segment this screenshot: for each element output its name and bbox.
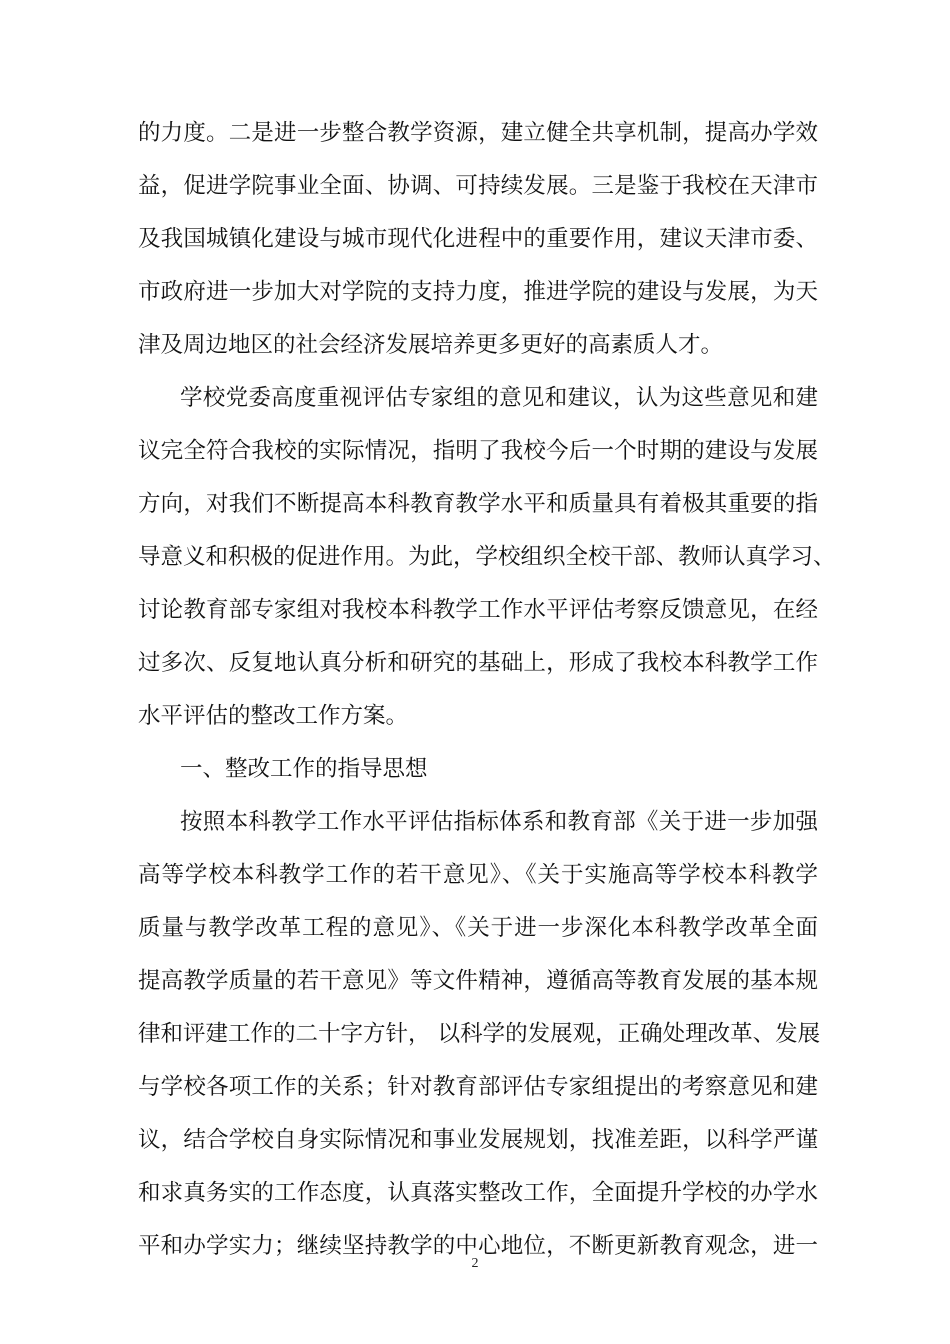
paragraph-1-line-2: 益，促进学院事业全面、协调、可持续发展。三是鉴于我校在天津市 [138, 173, 818, 199]
paragraph-3-line-5: 律和评建工作的二十字方针， 以科学的发展观，正确处理改革、发展 [138, 1021, 821, 1047]
paragraph-3-line-6: 与学校各项工作的关系；针对教育部评估专家组提出的考察意见和建 [138, 1074, 818, 1100]
paragraph-1-line-1: 的力度。二是进一步整合教学资源，建立健全共享机制，提高办学效 [138, 120, 818, 146]
paragraph-1-line-5: 津及周边地区的社会经济发展培养更多更好的高素质人才。 [138, 332, 724, 358]
paragraph-2-line-6: 过多次、反复地认真分析和研究的基础上，形成了我校本科教学工作 [138, 650, 818, 676]
paragraph-3-line-4: 提高教学质量的若干意见》等文件精神，遵循高等教育发展的基本规 [138, 968, 818, 994]
page-number: 2 [471, 1256, 479, 1271]
paragraph-2-line-4: 导意义和积极的促进作用。为此，学校组织全校干部、教师认真学习、 [138, 544, 836, 570]
paragraph-3-line-9: 平和办学实力；继续坚持教学的中心地位，不断更新教育观念，进一 [138, 1233, 818, 1259]
paragraph-2-line-7: 水平评估的整改工作方案。 [138, 703, 409, 729]
paragraph-3-line-7: 议，结合学校自身实际情况和事业发展规划，找准差距，以科学严谨 [138, 1127, 818, 1153]
paragraph-3-line-8: 和求真务实的工作态度，认真落实整改工作，全面提升学校的办学水 [138, 1180, 818, 1206]
paragraph-3-line-2: 高等学校本科教学工作的若干意见》、《关于实施高等学校本科教学 [138, 862, 818, 888]
paragraph-2-line-1: 学校党委高度重视评估专家组的意见和建议，认为这些意见和建 [180, 385, 818, 411]
paragraph-2-line-5: 讨论教育部专家组对我校本科教学工作水平评估考察反馈意见，在经 [138, 597, 818, 623]
paragraph-2-line-2: 议完全符合我校的实际情况，指明了我校今后一个时期的建设与发展 [138, 438, 818, 464]
section-heading: 一、整改工作的指导思想 [180, 756, 428, 782]
paragraph-1-line-3: 及我国城镇化建设与城市现代化进程中的重要作用，建议天津市委、 [138, 226, 818, 252]
paragraph-3-line-3: 质量与教学改革工程的意见》、《关于进一步深化本科教学改革全面 [138, 915, 818, 941]
paragraph-3-line-1: 按照本科教学工作水平评估指标体系和教育部《关于进一步加强 [180, 809, 818, 835]
paragraph-2-line-3: 方向，对我们不断提高本科教育教学水平和质量具有着极其重要的指 [138, 491, 818, 517]
paragraph-1-line-4: 市政府进一步加大对学院的支持力度，推进学院的建设与发展，为天 [138, 279, 818, 305]
